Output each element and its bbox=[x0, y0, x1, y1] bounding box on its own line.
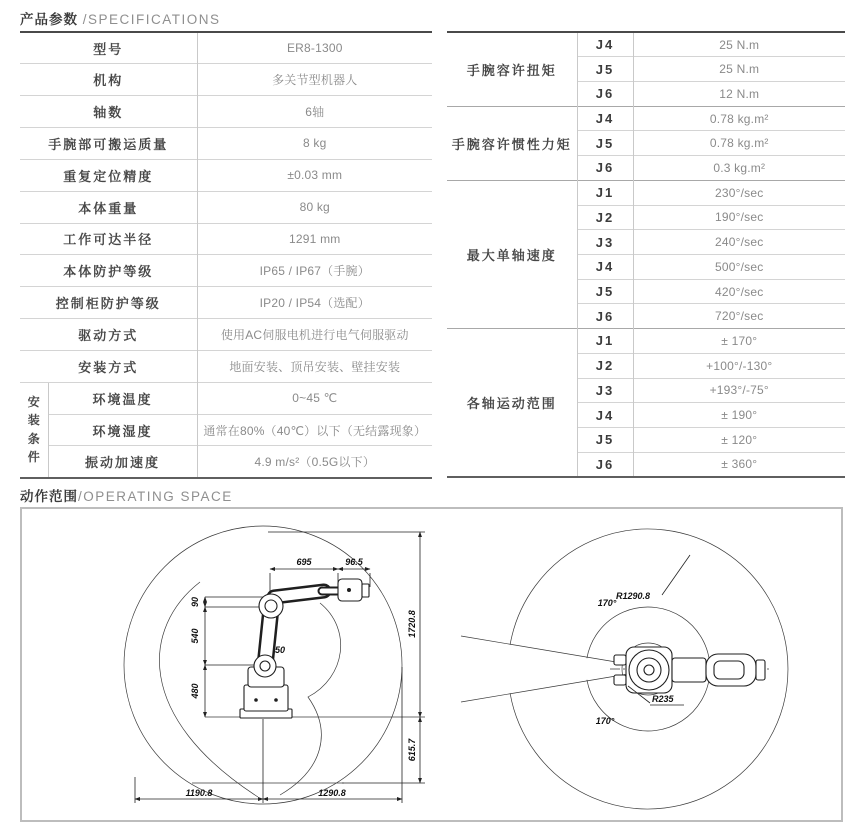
operating-space-heading bbox=[20, 485, 233, 505]
dim-615-7: 615.7 bbox=[407, 738, 417, 762]
operating-space-diagram bbox=[20, 507, 843, 822]
axis-label: J6 bbox=[577, 81, 633, 106]
table-row bbox=[20, 96, 432, 128]
table-row bbox=[20, 32, 432, 64]
axis-label: J4 bbox=[577, 403, 633, 428]
install-conditions-header bbox=[20, 382, 48, 478]
table-row bbox=[20, 446, 432, 478]
spec-value: 0.3 kg.m² bbox=[633, 156, 845, 181]
spec-label: 振动加速度 bbox=[48, 446, 197, 478]
spec-value: 8 kg bbox=[197, 128, 432, 160]
axis-label: J1 bbox=[577, 180, 633, 205]
label-170-bottom: 170° bbox=[595, 716, 615, 726]
spec-value: IP65 / IP67（手腕） bbox=[197, 255, 432, 287]
dim-1290-8: 1290.8 bbox=[318, 788, 346, 798]
spec-value: ER8-1300 bbox=[197, 32, 432, 64]
group-header: 手腕容许扭矩 bbox=[466, 62, 557, 78]
spec-value: 720°/sec bbox=[633, 304, 845, 329]
spec-table-left bbox=[20, 31, 432, 479]
label-r1290-8: R1290.8 bbox=[616, 591, 651, 601]
table-row bbox=[20, 64, 432, 96]
axis-label: J5 bbox=[577, 428, 633, 453]
specifications-heading bbox=[20, 8, 221, 28]
group-header: 最大单轴速度 bbox=[447, 180, 577, 328]
group-header: 各轴运动范围 bbox=[447, 329, 577, 477]
table-row bbox=[447, 32, 845, 57]
group-header: 手腕容许惯性力矩 bbox=[447, 106, 577, 180]
axis-label: J4 bbox=[577, 254, 633, 279]
dim-1720-8: 1720.8 bbox=[407, 610, 417, 638]
spec-value: 240°/sec bbox=[633, 230, 845, 255]
dim-50: 50 bbox=[274, 645, 286, 655]
axis-label: J1 bbox=[577, 329, 633, 354]
table-row bbox=[20, 191, 432, 223]
dim-96-5: 96.5 bbox=[345, 557, 363, 567]
spec-label: 控制柜防护等级 bbox=[20, 287, 197, 319]
axis-label: J6 bbox=[577, 452, 633, 477]
spec-value: 4.9 m/s²（0.5G以下） bbox=[197, 446, 432, 478]
spec-value: 25 N.m bbox=[719, 37, 760, 52]
spec-value: 使用AC伺服电机进行电气伺服驱动 bbox=[197, 319, 432, 351]
spec-value: 多关节型机器人 bbox=[197, 64, 432, 96]
dim-90: 90 bbox=[190, 596, 200, 608]
spec-value: 190°/sec bbox=[633, 205, 845, 230]
table-row bbox=[20, 255, 432, 287]
spec-label: 驱动方式 bbox=[20, 319, 197, 351]
axis-label: J6 bbox=[577, 156, 633, 181]
operating-space-svg bbox=[22, 509, 839, 818]
spec-value: 80 kg bbox=[197, 191, 432, 223]
spec-value: 0.78 kg.m² bbox=[633, 131, 845, 156]
spec-value: 0.78 kg.m² bbox=[633, 106, 845, 131]
table-row bbox=[20, 128, 432, 160]
label-r235: R235 bbox=[652, 694, 674, 704]
spec-value: ± 170° bbox=[633, 329, 845, 354]
axis-label: J6 bbox=[577, 304, 633, 329]
dim-540: 540 bbox=[190, 628, 200, 644]
table-row bbox=[20, 287, 432, 319]
spec-value: +100°/-130° bbox=[633, 353, 845, 378]
spec-value: ±0.03 mm bbox=[197, 159, 432, 191]
spec-label: 手腕部可搬运质量 bbox=[20, 128, 197, 160]
spec-label: 安装方式 bbox=[20, 350, 197, 382]
table-row bbox=[20, 319, 432, 351]
spec-value: 通常在80%（40℃）以下（无结露现象） bbox=[197, 414, 432, 446]
robot-top-silhouette bbox=[614, 647, 765, 693]
axis-label: J4 bbox=[577, 32, 633, 57]
spec-label: 环境湿度 bbox=[48, 414, 197, 446]
table-row bbox=[447, 329, 845, 354]
spec-table-right bbox=[447, 31, 845, 478]
axis-label: J2 bbox=[577, 205, 633, 230]
table-row bbox=[447, 106, 845, 131]
dim-1190-8: 1190.8 bbox=[185, 788, 213, 798]
axis-label: J5 bbox=[577, 279, 633, 304]
specifications-heading-en: /SPECIFICATIONS bbox=[82, 12, 221, 27]
spec-value: 地面安装、顶吊安装、壁挂安装 bbox=[197, 350, 432, 382]
operating-space-heading-zh: 动作范围 bbox=[20, 489, 78, 504]
table-row bbox=[20, 223, 432, 255]
spec-value: 0~45 ℃ bbox=[197, 382, 432, 414]
spec-label: 重复定位精度 bbox=[20, 159, 197, 191]
spec-value: 420°/sec bbox=[633, 279, 845, 304]
spec-value: IP20 / IP54（选配） bbox=[197, 287, 432, 319]
spec-value: 1291 mm bbox=[197, 223, 432, 255]
table-row bbox=[447, 180, 845, 205]
spec-label: 工作可达半径 bbox=[20, 223, 197, 255]
spec-value: 12 N.m bbox=[633, 81, 845, 106]
axis-label: J3 bbox=[577, 378, 633, 403]
axis-label: J3 bbox=[577, 230, 633, 255]
axis-label: J4 bbox=[577, 106, 633, 131]
table-row bbox=[20, 350, 432, 382]
spec-value: +193°/-75° bbox=[633, 378, 845, 403]
table-row bbox=[20, 414, 432, 446]
side-view-drawing bbox=[124, 526, 425, 804]
dim-695: 695 bbox=[296, 557, 312, 567]
axis-label: J5 bbox=[577, 131, 633, 156]
spec-value: 6轴 bbox=[197, 96, 432, 128]
spec-label: 本体重量 bbox=[20, 191, 197, 223]
spec-label: 本体防护等级 bbox=[20, 255, 197, 287]
spec-label: 机构 bbox=[20, 64, 197, 96]
install-conditions-label: 安装条件 bbox=[27, 394, 40, 465]
spec-label: 轴数 bbox=[20, 96, 197, 128]
specifications-heading-zh: 产品参数 bbox=[20, 12, 83, 27]
robot-side-silhouette bbox=[240, 579, 369, 718]
operating-space-heading-en: /OPERATING SPACE bbox=[78, 489, 233, 504]
dim-480: 480 bbox=[190, 683, 200, 699]
spec-value: ± 190° bbox=[633, 403, 845, 428]
label-170-top: 170° bbox=[597, 598, 617, 608]
axis-label: J5 bbox=[577, 57, 633, 82]
top-view-drawing bbox=[461, 529, 788, 809]
spec-label: 型号 bbox=[93, 41, 124, 57]
spec-label: 环境温度 bbox=[48, 382, 197, 414]
spec-value: 25 N.m bbox=[633, 57, 845, 82]
spec-value: ± 360° bbox=[633, 452, 845, 477]
spec-value: ± 120° bbox=[633, 428, 845, 453]
spec-value: 230°/sec bbox=[633, 180, 845, 205]
table-row bbox=[20, 159, 432, 191]
spec-value: 500°/sec bbox=[633, 254, 845, 279]
table-row bbox=[20, 382, 432, 414]
axis-label: J2 bbox=[577, 353, 633, 378]
